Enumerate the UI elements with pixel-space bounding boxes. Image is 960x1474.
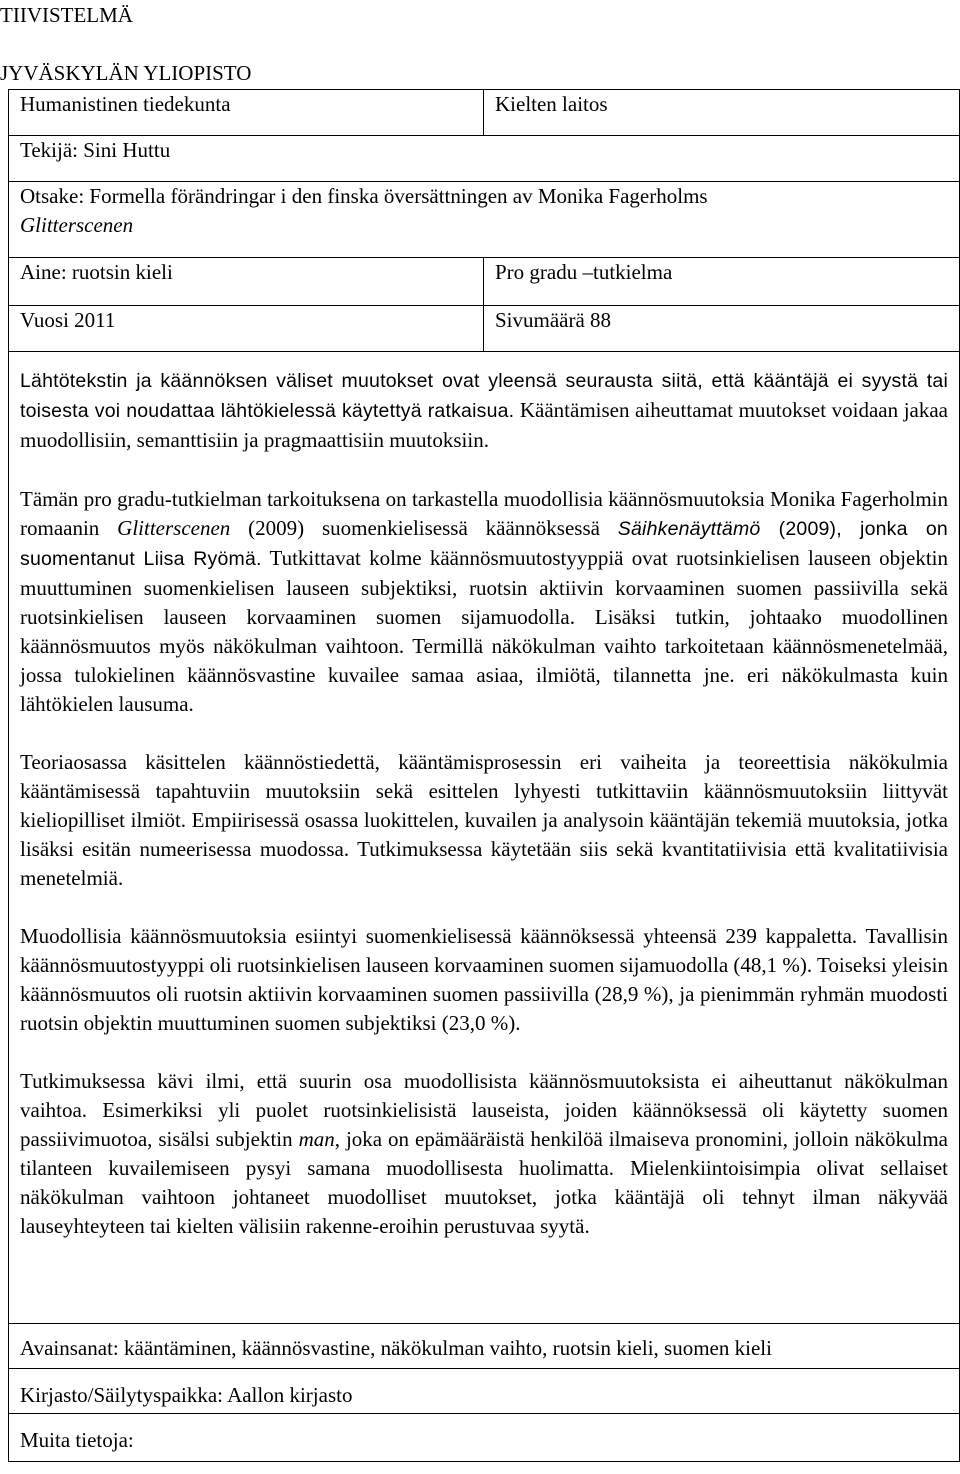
abstract-paragraph-1 xyxy=(20,367,948,456)
library-field: Kirjasto/Säilytyspaikka: Aallon kirjasto xyxy=(20,1383,353,1407)
abstract-p2-sans: (2009), jonka on suomentanut Liisa Ryömä. xyxy=(20,518,948,570)
abstract-p2-text: Tämän pro gradu-tutkielman tarkoituksena on tarkastella muodollisia käännösmuutoksia Monika Fagerholmin romaanin xyxy=(20,487,948,540)
abstract-p1-sans: Lähtötekstin ja käännöksen väliset muutokset ovat yleensä seurausta siitä, että kääntäjä ei syystä tai toisesta voi noudattaa lähtökielessä käytettyä ratkaisua. xyxy=(20,370,948,422)
year-cell xyxy=(9,306,484,352)
abstract-p1-serif: Kääntämisen aiheuttamat muutokset voidaan jakaa muodollisiin, semanttisiin ja pragmaattisiin muutoksiin. xyxy=(20,398,948,452)
year-field: Vuosi 2011 xyxy=(20,308,116,332)
other-info-cell xyxy=(9,1414,960,1462)
abstract-p5-text: Tutkimuksessa kävi ilmi, että suurin osa muodollisista käännösmuutoksista ei aiheuttanut näkökulman vaihtoa. Esimerkiksi yli puolet ruotsinkielisistä lauseista, joiden käännöksessä oli käytetty suomen passiivimuotoa, sisälsi subjektin xyxy=(20,1069,948,1151)
paragraph-gap xyxy=(20,456,948,485)
paragraph-gap xyxy=(20,719,948,748)
abstract-paragraph-3: Teoriaosassa käsittelen käännöstiedettä, kääntämisprosessin eri vaiheita ja teoreettisia näkökulmia kääntämisessä tapahtuviin muutoksiin sekä esittelen lyhyesti tutkittaviin käännösmuutoksiin liittyvät kieliopilliset ilmiöt. Empiirisessä osassa luokittelen, kuvailen ja analysoin kääntäjän tekemiä muutoksia, jotka lisäksi esitän numeerisessa muodossa. Tutkimuksessa käytetään siis sekä kvantitatiivisia että kvalitatiivisia menetelmiä. xyxy=(20,750,948,890)
abstract-p2-text: (2009) suomenkielisessä käännöksessä xyxy=(230,516,618,540)
paragraph-gap xyxy=(20,893,948,922)
department-cell xyxy=(484,90,960,136)
abstract-p2-text: Tutkittavat kolme käännösmuutostyyppiä ovat ruotsinkielisen lauseen objektin muuttuminen suomenkielisen lauseen subjektiksi, ruotsin aktiivin korvaaminen suomen passiivilla sekä ruotsinkielisen lauseen korvaaminen suomen sijamuodolla. Lisäksi tutkin, johtaako muodollinen käännösmuutos myös näkökulman vaihtoon. Termillä näkökulman vaihto tarkoitetaan käännösmenetelmää, jossa tulokielinen käännösvastine kuvailee samaa asiaa, ilmiötä, tilannetta jne. eri näkökulmasta kuin lähtökielen lausuma. xyxy=(20,546,949,716)
other-info-field: Muita tietoja: xyxy=(20,1428,134,1452)
pages-field: Sivumäärä 88 xyxy=(495,308,612,332)
title-cell xyxy=(9,182,960,258)
library-cell xyxy=(9,1369,960,1414)
keywords-cell xyxy=(9,1324,960,1369)
abstract-paragraph-4: Muodollisia käännösmuutoksia esiintyi suomenkielisessä käännöksessä yhteensä 239 kappaletta. Tavallisin käännösmuutostyyppi oli ruotsinkielisen lauseen korvaaminen suomen sijamuodolla (48,1 %). Toiseksi yleisin käännösmuutos oli ruotsin aktiivin korvaaminen suomen passiivilla (28,9 %), ja pienimmän ryhmän muodosti ruotsin objektin muuttuminen suomen subjektiksi (23,0 %). xyxy=(20,924,948,1035)
document-title: TIIVISTELMÄ xyxy=(0,3,133,27)
faculty-field: Humanistinen tiedekunta xyxy=(20,92,231,116)
abstract-p5-italic: man xyxy=(298,1127,335,1151)
work-type-field: Pro gradu –tutkielma xyxy=(495,260,673,284)
abstract-cell xyxy=(9,352,960,1324)
keywords-field: Avainsanat: kääntäminen, käännösvastine, näkökulman vaihto, ruotsin kieli, suomen kieli xyxy=(20,1336,772,1360)
abstract-paragraph-5 xyxy=(20,1067,948,1241)
department-field: Kielten laitos xyxy=(495,92,608,116)
thesis-title: Otsake: Formella förändringar i den finska översättningen av Monika Fagerholms xyxy=(20,184,708,208)
abstract-paragraph-2 xyxy=(20,485,948,719)
subject-field: Aine: ruotsin kieli xyxy=(20,260,173,284)
author-field: Tekijä: Sini Huttu xyxy=(20,138,171,162)
abstract-form-table xyxy=(8,89,960,1462)
pages-cell xyxy=(484,306,960,352)
work-type-cell xyxy=(484,258,960,306)
abstract-p2-italic-title: Glitterscenen xyxy=(117,516,231,540)
abstract-p5-text: , joka on epämääräistä henkilöä ilmaiseva pronomini, jolloin näkökulma tilanteen kuvailemiseen pysyi samana muodollisesta huolimatta. Mielenkiintoisimpia olivat sellaiset näkökulman vaihtoon johtaneet muodolliset muutokset, jotka kääntäjä oli tehnyt ilman näkyvää lauseyhteyteen tai kielten välisiin rakenne-eroihin perustuvaa syytä. xyxy=(20,1127,948,1238)
abstract-p2-italic-translation: Säihkenäyttämö xyxy=(617,518,761,540)
university-name: JYVÄSKYLÄN YLIOPISTO xyxy=(0,61,252,85)
author-cell xyxy=(9,136,960,182)
faculty-cell xyxy=(9,90,484,136)
paragraph-gap xyxy=(20,1038,948,1067)
thesis-title-book: Glitterscenen xyxy=(20,213,134,237)
subject-cell xyxy=(9,258,484,306)
